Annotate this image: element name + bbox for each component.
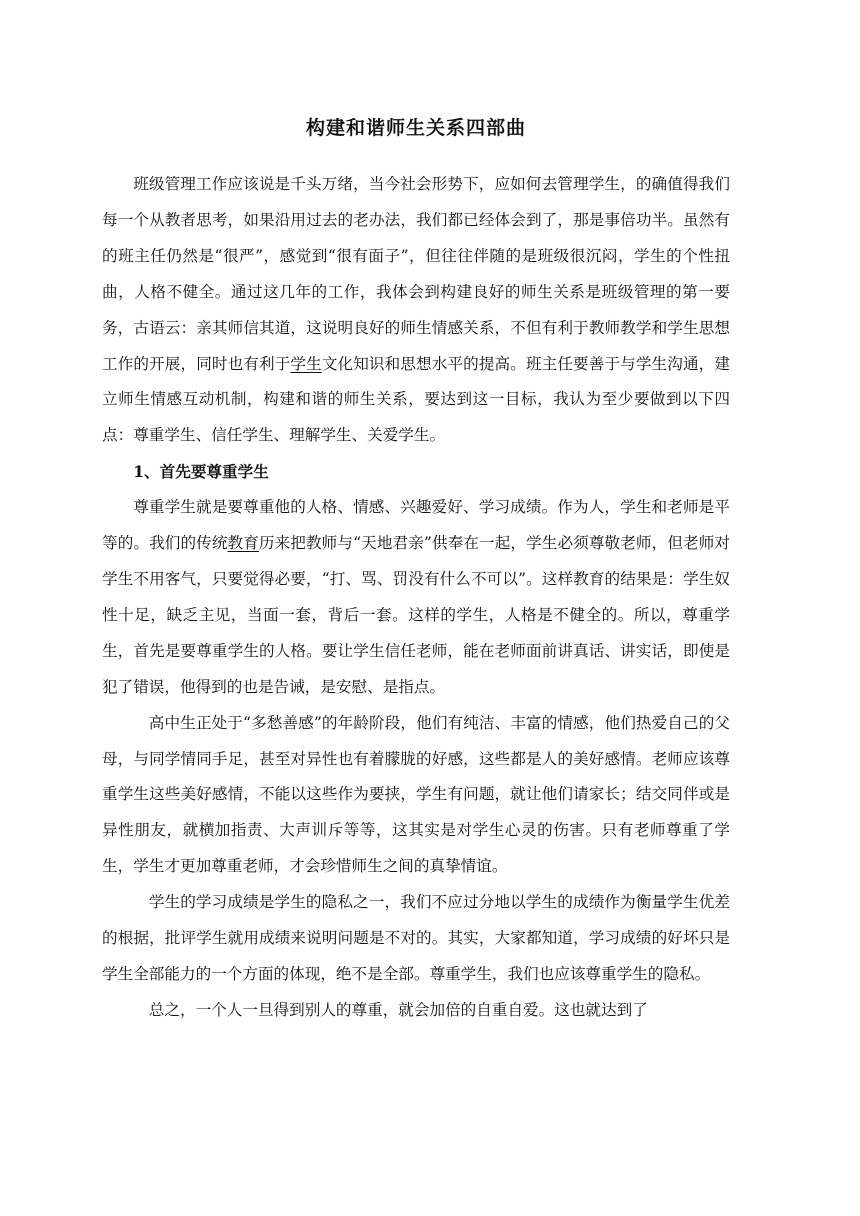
document-title: 构建和谐师生关系四部曲 xyxy=(305,117,526,139)
link-education[interactable]: 教育 xyxy=(227,534,259,553)
paragraph-respect-text-b: 历来把教师与“天地君亲”供奉在一起，学生必须尊敬老师，但老师对学生不用客气，只要觉得必要，“打、骂、罚没有什么不可以”。这样教育的结果是：学生奴性十足，缺乏主见，当面一套，背后一套。这样的学生，人格是不健全的。所以，尊重学生，首先是要尊重学生的人格。要让学生信任老师，能在老师面前讲真话、讲实话，即使是犯了错误，他得到的也是告诫，是安慰、是指点。 xyxy=(102,534,730,696)
paragraph-emotions: 高中生正处于“多愁善感”的年龄阶段，他们有纯洁、丰富的情感，他们热爱自己的父母，与同学情同手足，甚至对异性也有着朦胧的好感，这些都是人的美好感情。老师应该尊重学生这些美好感情，不能以这些作为要挟，学生有问题，就让他们请家长；结交同伴或是异性朋友，就横加指责、大声训斥等等，这其实是对学生心灵的伤害。只有老师尊重了学生，学生才更加尊重老师，才会珍惜师生之间的真挚情谊。 xyxy=(102,713,730,876)
paragraph-respect xyxy=(102,490,730,705)
document-page xyxy=(102,0,730,1216)
paragraph-conclusion: 总之，一个人一旦得到别人的尊重，就会加倍的自重自爱。这也就达到了 xyxy=(148,1000,648,1019)
paragraph-respect-text-a: 尊重学生就是要尊重他的人格、情感、兴趣爱好、学习成绩。作为人，学生和老师是平等的。我们的传统 xyxy=(102,498,730,553)
paragraph-grades: 学生的学习成绩是学生的隐私之一，我们不应过分地以学生的成绩作为衡量学生优差的根据，批评学生就用成绩来说明问题是不对的。其实，大家都知道，学习成绩的好坏只是学生全部能力的一个方面的体现，绝不是全部。尊重学生，我们也应该尊重学生的隐私。 xyxy=(102,893,730,983)
paragraph-intro-text-b: 文化知识和思想水平的提高。班主任要善于与学生沟通，建立师生情感互动机制，构建和谐的师生关系，要达到这一目标，我认为至少要做到以下四点：尊重学生、信任学生、理解学生、关爱学生。 xyxy=(102,354,730,445)
paragraph-intro xyxy=(102,167,730,454)
link-students[interactable]: 学生 xyxy=(290,354,322,373)
section-heading-respect: 1、首先要尊重学生 xyxy=(133,462,269,482)
paragraph-intro-text-a: 班级管理工作应该说是千头万绪，当今社会形势下，应如何去管理学生，的确值得我们每一个从教者思考，如果沿用过去的老办法，我们都已经体会到了，那是事倍功半。虽然有的班主任仍然是“很严”，感觉到“很有面子”，但往往伴随的是班级很沉闷，学生的个性扭曲，人格不健全。通过这几年的工作，我体会到构建良好的师生关系是班级管理的第一要务，古语云：亲其师信其道，这说明良好的师生情感关系，不但有利于教师教学和学生思想工作的开展，同时也有利于 xyxy=(102,175,730,373)
document-body xyxy=(102,167,730,1029)
